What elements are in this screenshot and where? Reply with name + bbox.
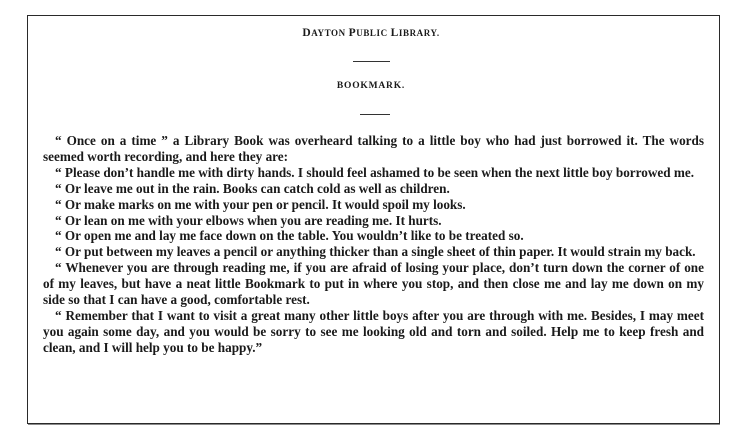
title-rest-ublic: UBLIC [356, 28, 391, 38]
title-initial-p: P [348, 27, 357, 39]
library-title [0, 27, 742, 39]
paragraph-pencil: “ Or put between my leaves a pencil or anything thicker than a single sheet of thin paper. It would strain my back. [55, 244, 696, 260]
border-shadow [28, 424, 720, 425]
paragraph-face-down: “ Or open me and lay me face down on the table. You wouldn’t like to be treated so. [55, 228, 524, 244]
bookmark-heading: BOOKMARK. [336, 81, 406, 91]
title-rest-ayton: AYTON [311, 28, 349, 38]
title-initial-l: L [390, 27, 399, 39]
divider-rule-top [353, 61, 390, 62]
bookmark-body [43, 133, 704, 356]
paragraph-elbows: “ Or lean on me with your elbows when you are reading me. It hurts. [55, 212, 442, 228]
divider-rule-bottom [360, 114, 390, 115]
paragraph-dirty-hands: “ Please don’t handle me with dirty hands. I should feel ashamed to be seen when the next little boy borrowed me. [55, 164, 694, 180]
title-rest-ibrary: IBRARY. [398, 28, 440, 38]
paragraph-intro: “ Once on a time ” a Library Book was overheard talking to a little boy who had just borrowed it. The words seemed worth recording, and here they are: [43, 133, 704, 164]
paragraph-bookmark: “ Whenever you are through reading me, if you are afraid of losing your place, don’t turn down the corner of one of my leaves, but have a neat little Bookmark to put in where you stop, and then close me and lay me down on my side so that I can have a good, comfortable rest. [43, 260, 704, 308]
paragraph-remember: “ Remember that I want to visit a great many other little boys after you are through with me. Besides, I may meet you again some day, and you would be sorry to see me looking old and torn and soiled. Help me to keep fresh and clean, and I will help you to be happy.” [43, 307, 704, 355]
paragraph-rain: “ Or leave me out in the rain. Books can catch cold as well as children. [55, 180, 450, 196]
paragraph-marks: “ Or make marks on me with your pen or pencil. It would spoil my looks. [55, 196, 466, 212]
title-initial-d: D [302, 27, 312, 39]
